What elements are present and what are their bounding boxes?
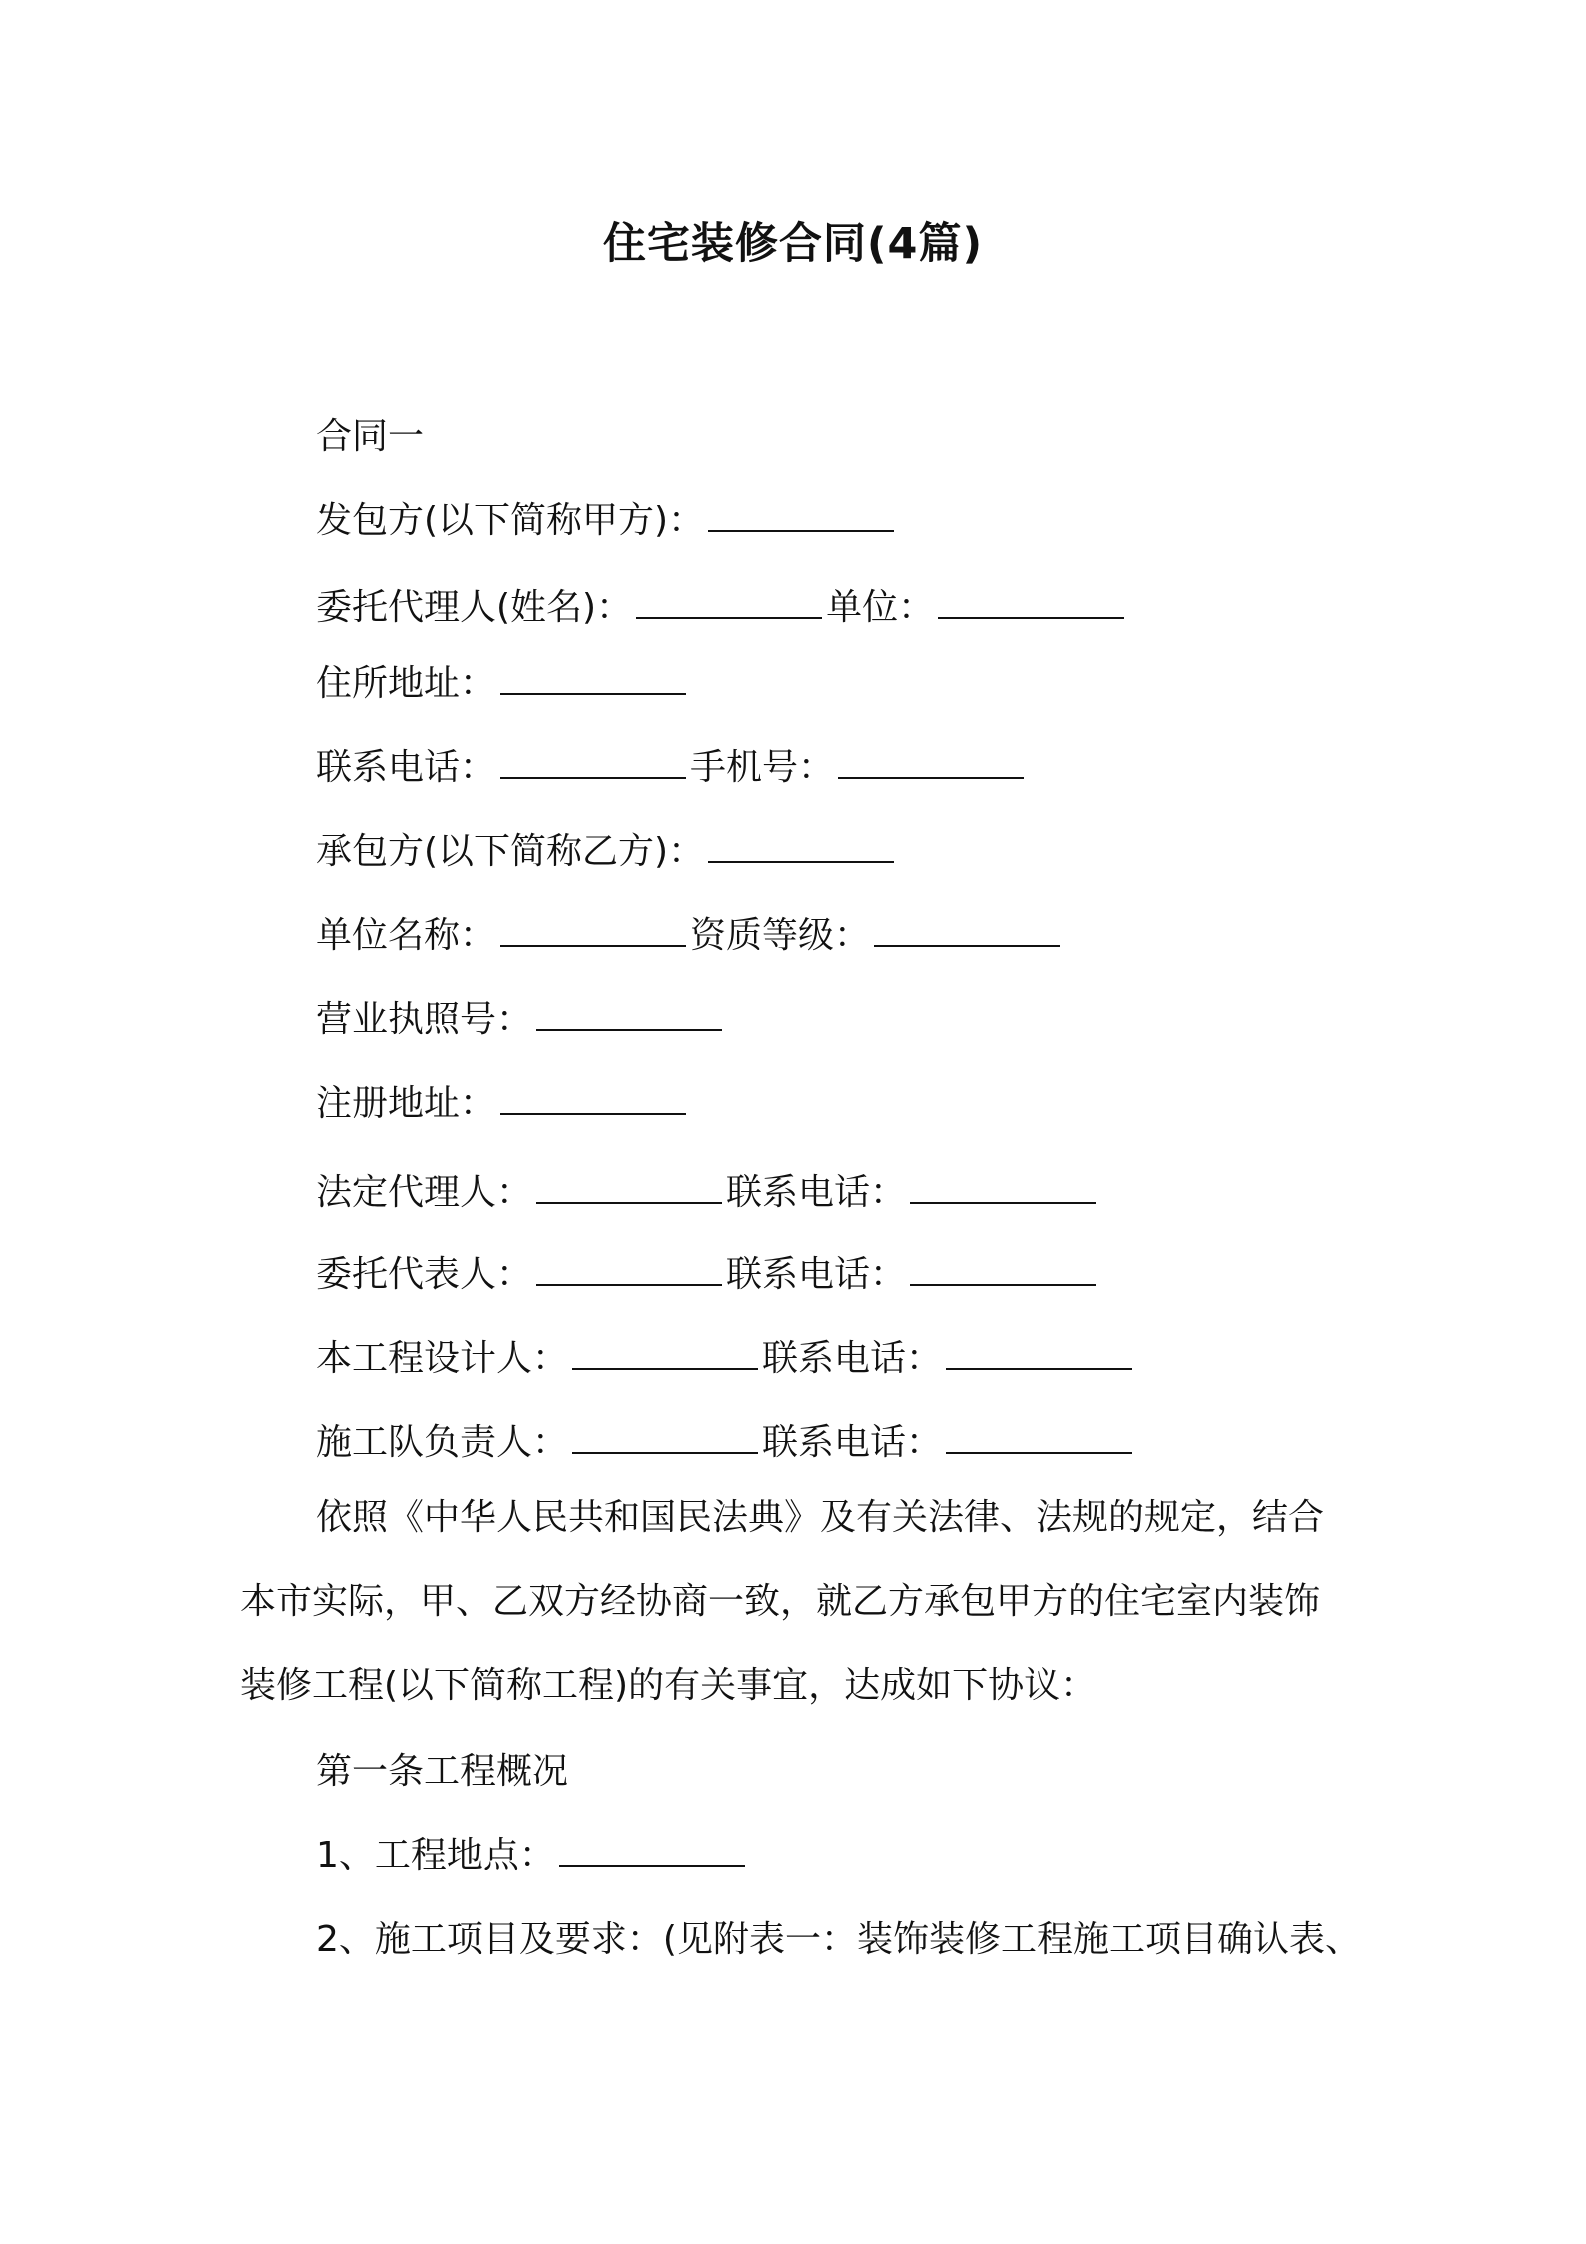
field-second-label: 联系电话： (762, 1338, 943, 1379)
field-label: 委托代表人： (316, 1254, 533, 1295)
field-line-legal-agent (316, 1168, 1100, 1218)
fill-blank (910, 1170, 1096, 1204)
field-second-label: 联系电话： (726, 1172, 907, 1213)
fill-blank (536, 1170, 722, 1204)
field-line-address (316, 659, 690, 709)
field-second-label: 单位： (826, 587, 935, 628)
field-label: 发包方(以下简称甲方)： (316, 500, 705, 541)
item-2-line: 2、施工项目及要求：(见附表一：装饰装修工程施工项目确认表、 (316, 1919, 1361, 1960)
field-line-designer (316, 1334, 1136, 1384)
fill-blank (946, 1420, 1132, 1454)
preamble-line-1: 依照《中华人民共和国民法典》及有关法律、法规的规定，结合 (316, 1497, 1325, 1538)
item-1-line (316, 1831, 749, 1881)
fill-blank (838, 745, 1024, 779)
field-second-label: 联系电话： (762, 1422, 943, 1463)
field-label: 承包方(以下简称乙方)： (316, 831, 705, 872)
fill-blank (536, 997, 722, 1031)
fill-blank (708, 829, 894, 863)
field-line-agent (316, 583, 1128, 633)
preamble-line-3: 装修工程(以下简称工程)的有关事宜，达成如下协议： (240, 1665, 1097, 1706)
fill-blank (500, 1081, 686, 1115)
fill-blank (938, 585, 1124, 619)
section-heading: 合同一 (316, 416, 425, 457)
field-line-company (316, 911, 1064, 961)
field-label: 单位名称： (316, 915, 497, 956)
fill-blank (500, 913, 686, 947)
fill-blank (636, 585, 822, 619)
field-second-label: 联系电话： (726, 1254, 907, 1295)
fill-blank (910, 1252, 1096, 1286)
fill-blank (500, 661, 686, 695)
field-label: 施工队负责人： (316, 1422, 569, 1463)
fill-blank (559, 1833, 745, 1867)
item-1-label: 1、工程地点： (316, 1835, 555, 1876)
field-second-label: 资质等级： (690, 915, 871, 956)
preamble-line-2: 本市实际，甲、乙双方经协商一致，就乙方承包甲方的住宅室内装饰 (240, 1581, 1321, 1622)
field-label: 营业执照号： (316, 999, 533, 1040)
fill-blank (572, 1420, 758, 1454)
field-line-party-a (316, 496, 898, 546)
field-line-phone (316, 743, 1028, 793)
fill-blank (946, 1336, 1132, 1370)
fill-blank (874, 913, 1060, 947)
field-line-license (316, 995, 726, 1045)
fill-blank (708, 498, 894, 532)
article-1-heading: 第一条工程概况 (316, 1751, 569, 1792)
field-label: 住所地址： (316, 663, 497, 704)
field-label: 注册地址： (316, 1083, 497, 1124)
fill-blank (500, 745, 686, 779)
field-second-label: 手机号： (690, 747, 835, 788)
field-line-team-leader (316, 1418, 1136, 1468)
field-line-party-b (316, 827, 898, 877)
fill-blank (572, 1336, 758, 1370)
field-label: 法定代理人： (316, 1172, 533, 1213)
field-line-registered-address (316, 1079, 690, 1129)
field-line-representative (316, 1250, 1100, 1300)
field-label: 本工程设计人： (316, 1338, 569, 1379)
document-title: 住宅装修合同(4篇) (602, 219, 984, 269)
field-label: 委托代理人(姓名)： (316, 587, 633, 628)
fill-blank (536, 1252, 722, 1286)
field-label: 联系电话： (316, 747, 497, 788)
